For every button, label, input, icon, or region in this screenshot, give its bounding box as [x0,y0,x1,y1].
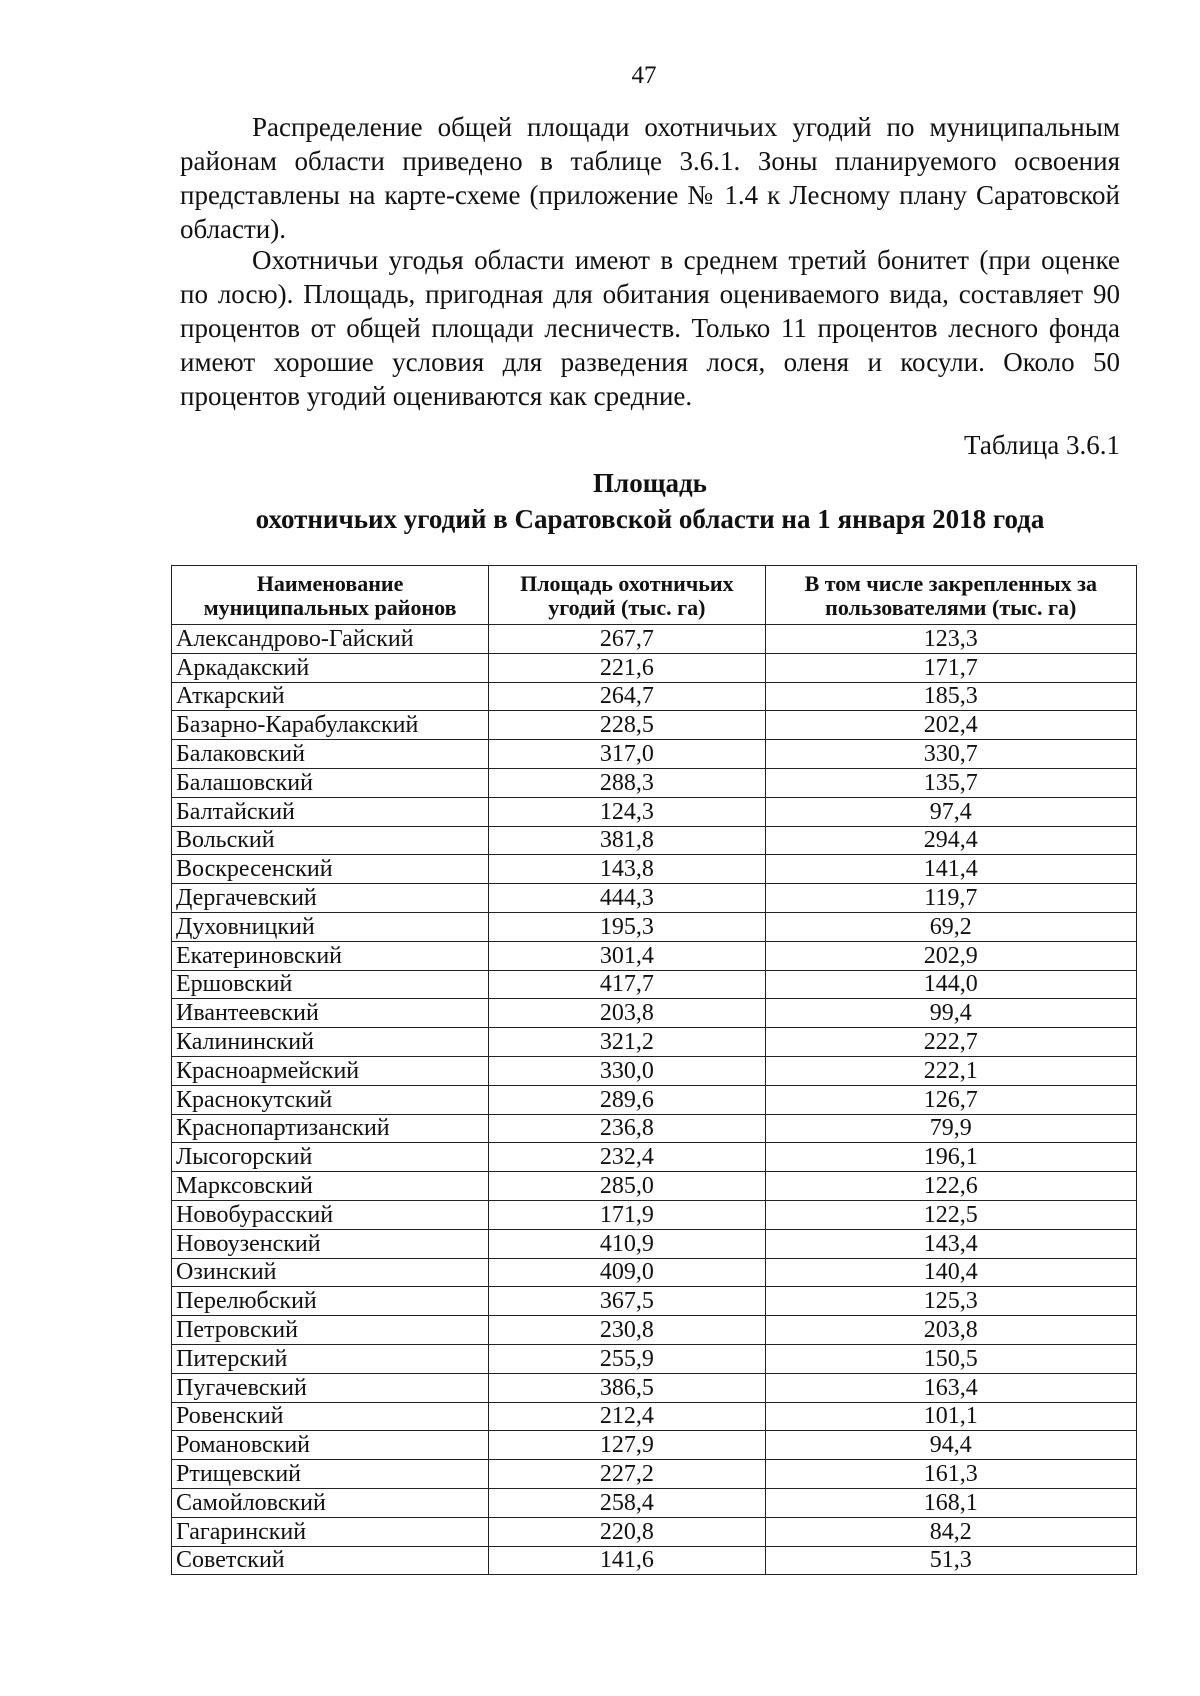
district-name-cell: Советский [172,1546,489,1575]
hunting-area-cell: 232,4 [489,1143,765,1172]
assigned-area-cell: 79,9 [765,1114,1136,1143]
hunting-area-cell: 264,7 [489,682,765,711]
table-row [172,826,1137,855]
district-name-cell: Красноармейский [172,1056,489,1085]
assigned-area-cell: 135,7 [765,768,1136,797]
table-row [172,1546,1137,1575]
hunting-area-cell: 221,6 [489,653,765,682]
hunting-area-cell: 417,7 [489,970,765,999]
table-row [172,1114,1137,1143]
table-row [172,1402,1137,1431]
hunting-area-cell: 321,2 [489,1028,765,1057]
district-name-cell: Питерский [172,1344,489,1373]
paragraph-hunting-grounds-quality: Охотничьи угодья области имеют в среднем третий бонитет (при оценке по лосю). Площадь, пригодная для обитания оцениваемого вида, составляет 90 процентов от общей площади лесничеств. Только 11 процентов лесного фонда имеют хорошие условия для разведения лося, оленя и косули. Около 50 процентов угодий оцениваются как средние. [180,245,1120,411]
table-row [172,970,1137,999]
district-name-cell: Самойловский [172,1488,489,1517]
assigned-area-cell: 94,4 [765,1431,1136,1460]
district-name-cell: Аткарский [172,682,489,711]
hunting-area-cell: 227,2 [489,1460,765,1489]
table-row [172,855,1137,884]
hunting-area-cell: 171,9 [489,1200,765,1229]
table-row [172,1172,1137,1201]
assigned-area-cell: 222,1 [765,1056,1136,1085]
hunting-area-cell: 141,6 [489,1546,765,1575]
hunting-area-cell: 143,8 [489,855,765,884]
table-row [172,768,1137,797]
assigned-area-cell: 161,3 [765,1460,1136,1489]
hunting-area-cell: 267,7 [489,625,765,654]
assigned-area-cell: 202,4 [765,711,1136,740]
assigned-area-cell: 202,9 [765,941,1136,970]
district-name-cell: Лысогорский [172,1143,489,1172]
hunting-area-cell: 236,8 [489,1114,765,1143]
district-name-cell: Балтайский [172,797,489,826]
district-name-cell: Екатериновский [172,941,489,970]
assigned-area-cell: 122,5 [765,1200,1136,1229]
district-name-cell: Новобурасский [172,1200,489,1229]
table-row [172,1287,1137,1316]
assigned-area-cell: 140,4 [765,1258,1136,1287]
hunting-area-cell: 230,8 [489,1316,765,1345]
table-title [180,465,1120,537]
table-row [172,1258,1137,1287]
table-row [172,999,1137,1028]
district-name-cell: Ершовский [172,970,489,999]
assigned-area-cell: 143,4 [765,1229,1136,1258]
table-row [172,1517,1137,1546]
assigned-area-cell: 294,4 [765,826,1136,855]
header-district-name: Наименование муниципальных районов [172,566,489,625]
assigned-area-cell: 97,4 [765,797,1136,826]
district-name-cell: Ивантеевский [172,999,489,1028]
district-name-cell: Духовницкий [172,912,489,941]
district-name-cell: Марксовский [172,1172,489,1201]
hunting-area-cell: 288,3 [489,768,765,797]
table-title-line-2: охотничьих угодий в Саратовской области на 1 января 2018 года [255,504,1045,534]
district-name-cell: Романовский [172,1431,489,1460]
page-number: 47 [631,62,657,89]
hunting-area-cell: 228,5 [489,711,765,740]
district-name-cell: Краснокутский [172,1085,489,1114]
district-name-cell: Балашовский [172,768,489,797]
table-row [172,797,1137,826]
district-name-cell: Аркадакский [172,653,489,682]
district-name-cell: Базарно-Карабулакский [172,711,489,740]
hunting-area-cell: 255,9 [489,1344,765,1373]
assigned-area-cell: 99,4 [765,999,1136,1028]
hunting-area-cell: 212,4 [489,1402,765,1431]
table-row [172,1229,1137,1258]
hunting-area-cell: 444,3 [489,884,765,913]
table-row [172,1488,1137,1517]
district-name-cell: Гагаринский [172,1517,489,1546]
table-row [172,1200,1137,1229]
district-name-cell: Пугачевский [172,1373,489,1402]
table-row [172,625,1137,654]
district-name-cell: Перелюбский [172,1287,489,1316]
hunting-area-cell: 124,3 [489,797,765,826]
assigned-area-cell: 163,4 [765,1373,1136,1402]
assigned-area-cell: 126,7 [765,1085,1136,1114]
assigned-area-cell: 330,7 [765,740,1136,769]
table-row [172,941,1137,970]
district-name-cell: Балаковский [172,740,489,769]
hunting-grounds-table [171,565,1137,1575]
hunting-area-cell: 195,3 [489,912,765,941]
hunting-area-cell: 386,5 [489,1373,765,1402]
district-name-cell: Дергачевский [172,884,489,913]
table-row [172,1460,1137,1489]
district-name-cell: Ртищевский [172,1460,489,1489]
table-row [172,1085,1137,1114]
assigned-area-cell: 203,8 [765,1316,1136,1345]
district-name-cell: Воскресенский [172,855,489,884]
district-name-cell: Петровский [172,1316,489,1345]
district-name-cell: Калининский [172,1028,489,1057]
hunting-area-cell: 409,0 [489,1258,765,1287]
hunting-area-cell: 301,4 [489,941,765,970]
hunting-area-cell: 220,8 [489,1517,765,1546]
hunting-area-cell: 258,4 [489,1488,765,1517]
table-row [172,653,1137,682]
table-row [172,682,1137,711]
hunting-area-cell: 381,8 [489,826,765,855]
header-hunting-area: Площадь охотничьих угодий (тыс. га) [489,566,765,625]
assigned-area-cell: 123,3 [765,625,1136,654]
table-row [172,711,1137,740]
district-name-cell: Ровенский [172,1402,489,1431]
assigned-area-cell: 69,2 [765,912,1136,941]
district-name-cell: Новоузенский [172,1229,489,1258]
table-row [172,1431,1137,1460]
table-row [172,1028,1137,1057]
assigned-area-cell: 171,7 [765,653,1136,682]
assigned-area-cell: 222,7 [765,1028,1136,1057]
assigned-area-cell: 51,3 [765,1546,1136,1575]
table-row [172,1344,1137,1373]
table-header-row [172,566,1137,625]
assigned-area-cell: 122,6 [765,1172,1136,1201]
table-row [172,1056,1137,1085]
paragraph-distribution: Распределение общей площади охотничьих угодий по муниципальным районам области приведено в таблице 3.6.1. Зоны планируемого освоения представлены на карте-схеме (приложение № 1.4 к Лесному плану Саратовской области). [180,112,1120,244]
assigned-area-cell: 84,2 [765,1517,1136,1546]
hunting-area-cell: 285,0 [489,1172,765,1201]
district-name-cell: Александрово-Гайский [172,625,489,654]
hunting-area-cell: 317,0 [489,740,765,769]
district-name-cell: Вольский [172,826,489,855]
table-row [172,912,1137,941]
assigned-area-cell: 101,1 [765,1402,1136,1431]
hunting-area-cell: 127,9 [489,1431,765,1460]
district-name-cell: Озинский [172,1258,489,1287]
hunting-area-cell: 330,0 [489,1056,765,1085]
hunting-area-cell: 289,6 [489,1085,765,1114]
table-row [172,1143,1137,1172]
table-body [172,625,1137,1575]
assigned-area-cell: 196,1 [765,1143,1136,1172]
table-row [172,884,1137,913]
district-name-cell: Краснопартизанский [172,1114,489,1143]
table-title-line-1: Площадь [593,468,707,498]
assigned-area-cell: 144,0 [765,970,1136,999]
hunting-area-cell: 203,8 [489,999,765,1028]
hunting-area-cell: 367,5 [489,1287,765,1316]
header-assigned-area: В том числе закрепленных за пользователями (тыс. га) [765,566,1136,625]
assigned-area-cell: 119,7 [765,884,1136,913]
assigned-area-cell: 125,3 [765,1287,1136,1316]
table-row [172,740,1137,769]
hunting-area-cell: 410,9 [489,1229,765,1258]
assigned-area-cell: 168,1 [765,1488,1136,1517]
assigned-area-cell: 150,5 [765,1344,1136,1373]
table-caption: Таблица 3.6.1 [964,430,1120,460]
table-row [172,1316,1137,1345]
assigned-area-cell: 141,4 [765,855,1136,884]
assigned-area-cell: 185,3 [765,682,1136,711]
table-row [172,1373,1137,1402]
